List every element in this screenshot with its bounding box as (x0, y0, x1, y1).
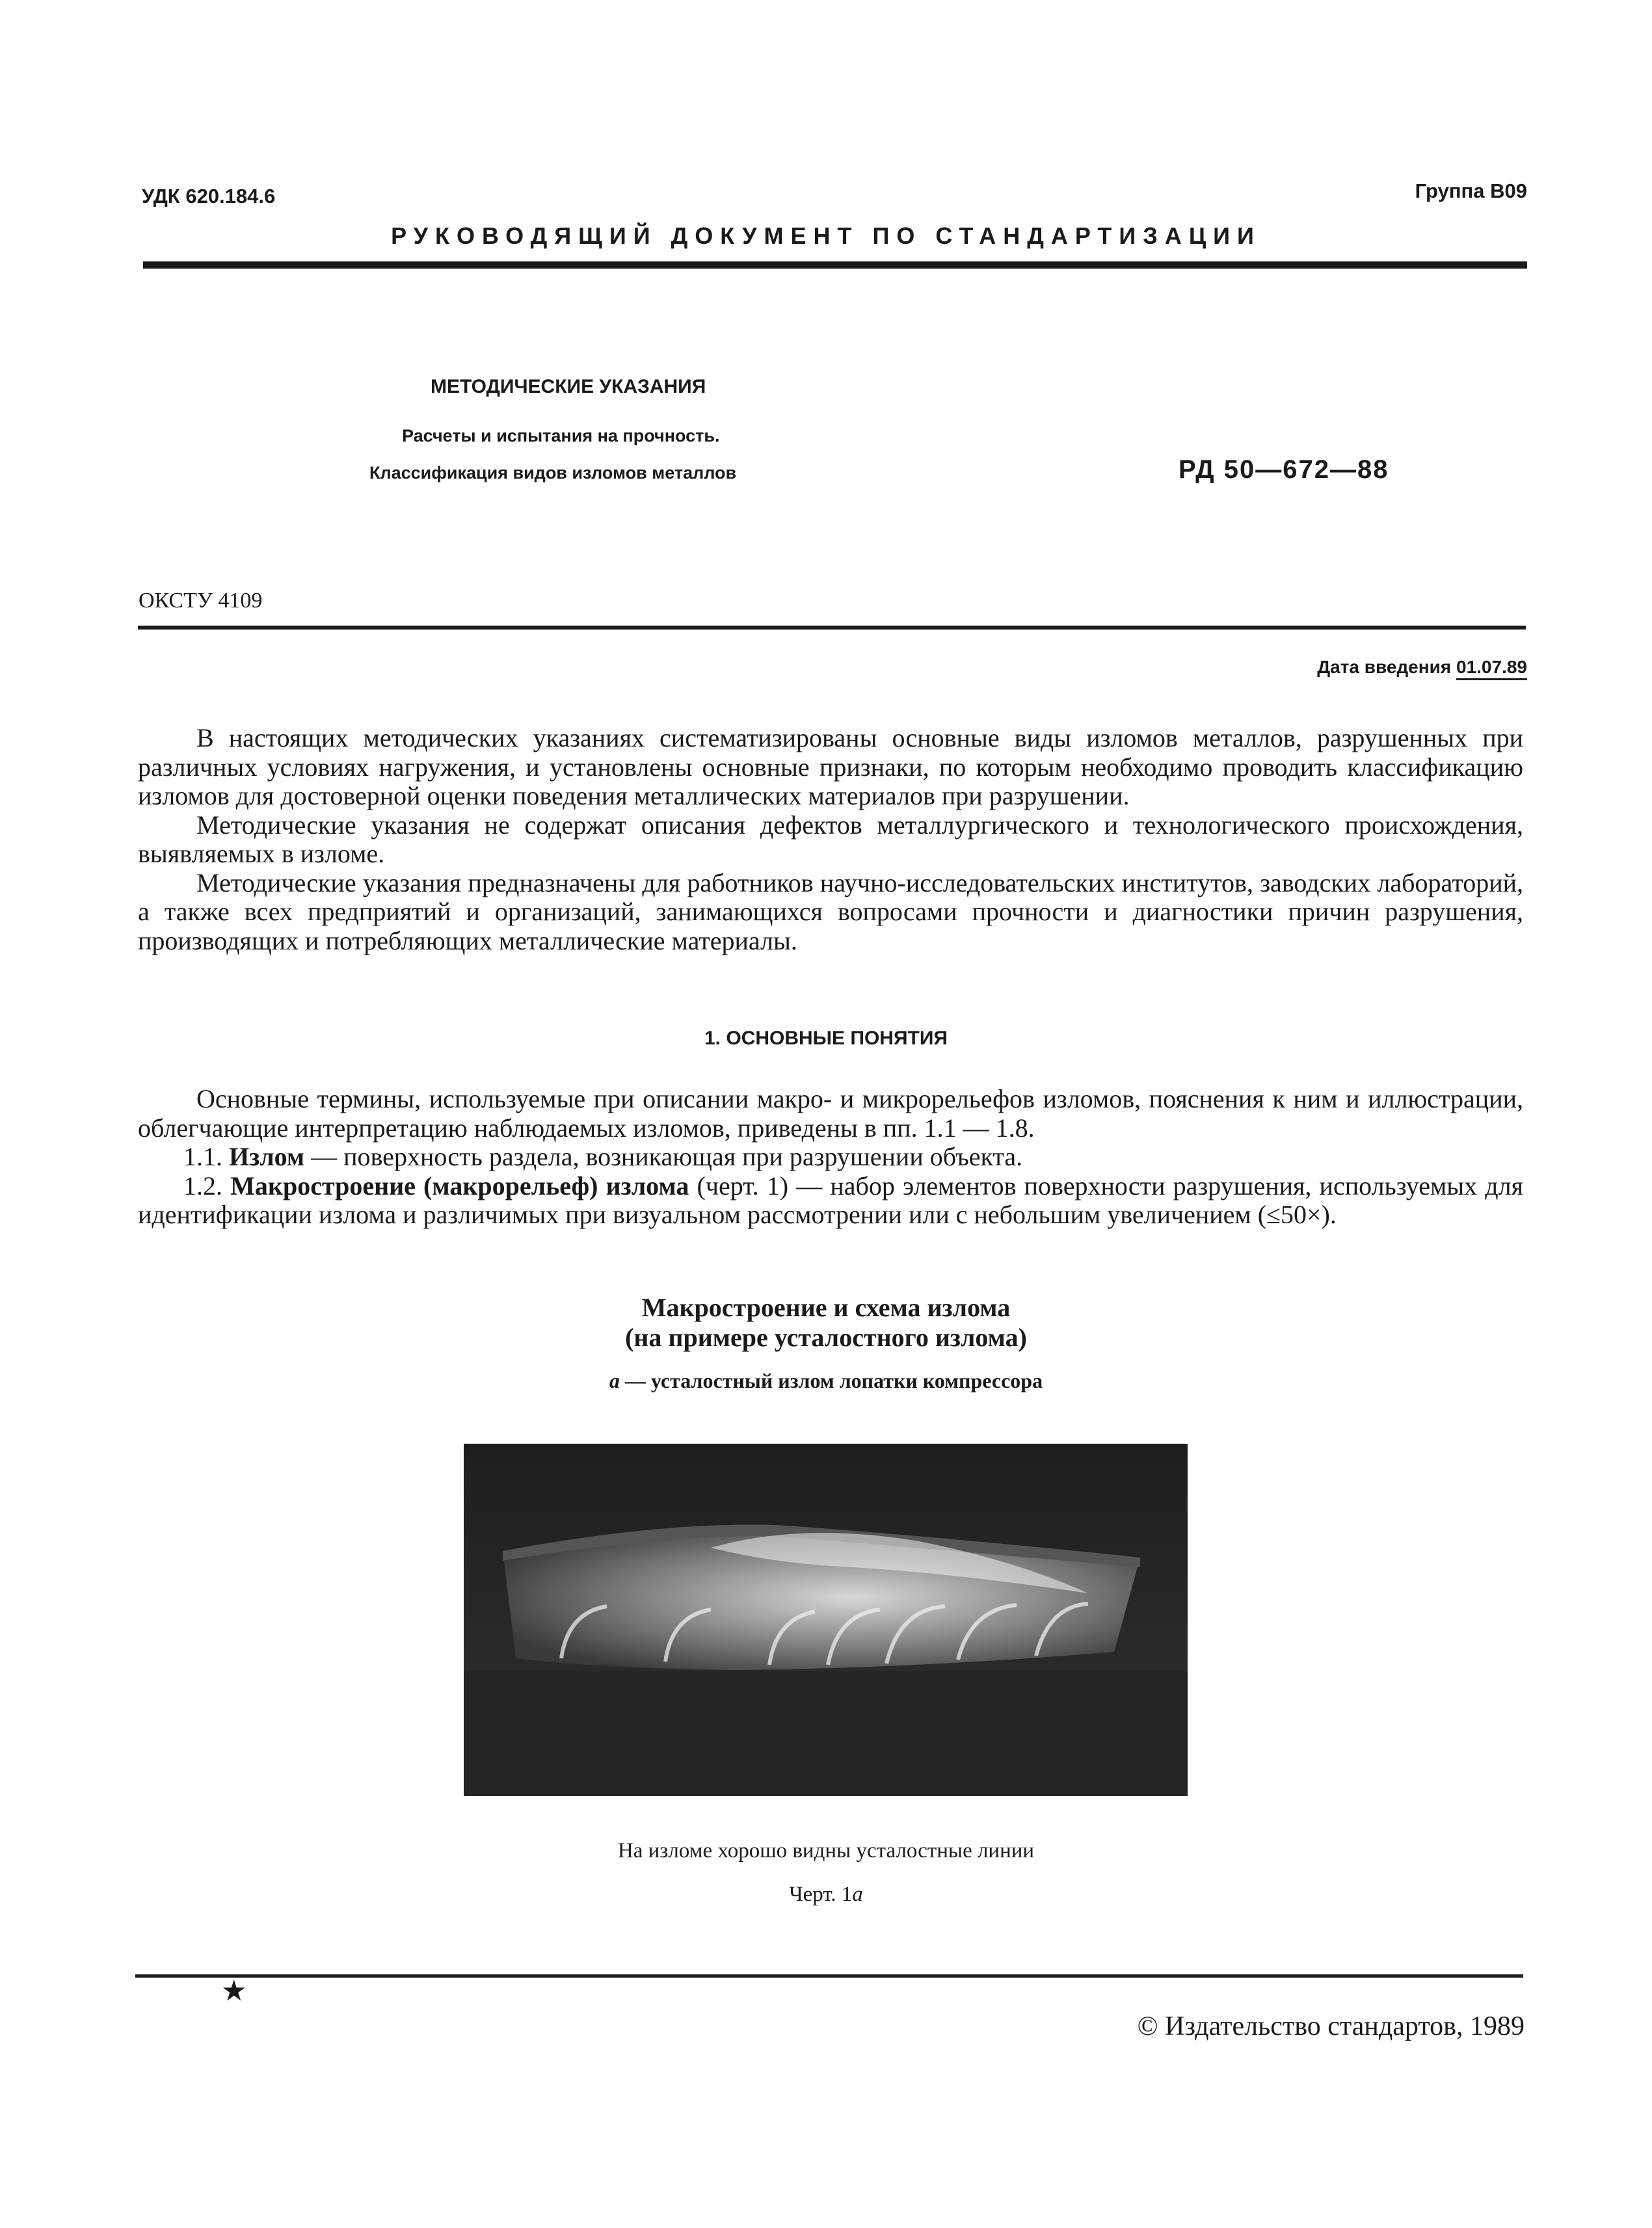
intro-date-value: 01.07.89 (1456, 657, 1527, 680)
intro-paragraph: В настоящих методических указаниях систематизированы основные виды изломов металлов, разрушенных при различных условиях нагружения, и установлены основные признаки, по которым необходимо проводить классификацию изломов для достоверной оценки поведения металлических материалов при разрушении. (138, 723, 1523, 810)
document-subtitle-line2: Классификация видов изломов металлов (369, 463, 737, 483)
term-1-definition: — поверхность раздела, возникающая при разрушении объекта. (304, 1142, 1023, 1171)
figure-caption: На изломе хорошо видны усталостные линии (617, 1839, 1035, 1863)
udk-code: УДК 620.184.6 (142, 185, 276, 207)
figure-title-line2: (на примере усталостного излома) (625, 1323, 1027, 1352)
fracture-photo (464, 1444, 1188, 1796)
term-2 (138, 1172, 1523, 1230)
group-code: Группа В09 (1415, 179, 1527, 202)
figure-label-prefix: Черт. 1 (789, 1883, 853, 1906)
star-icon: ★ (221, 1975, 247, 2007)
term-1-term: Излом (229, 1142, 305, 1171)
term-2-definition: (черт. 1) — набор элементов поверхности разрушения, используемых для идентификации излома и различимых при визуальном рассмотрении или с небольшим увеличением (≤50×). (138, 1171, 1524, 1229)
section-intro: Основные термины, используемые при описании макро- и микрорельефов изломов, пояснения к ним и иллюстрации, облегчающие интерпретацию наблюдаемых изломов, приведены в пп. 1.1 — 1.8. (138, 1084, 1523, 1143)
term-2-term: Макростроение (макрорельеф) излома (230, 1171, 689, 1200)
intro-date-label: Дата введения (1317, 657, 1452, 677)
figure-label-letter: а (852, 1883, 863, 1906)
figure-subtitle (0, 1369, 1652, 1393)
figure-label (0, 1883, 1652, 1907)
term-2-number: 1.2. (183, 1171, 222, 1200)
document-subtitle-line1: Расчеты и испытания на прочность. (402, 426, 720, 445)
figure-subtitle-letter: а (609, 1369, 620, 1392)
intro-paragraph: Методические указания не содержат описания дефектов металлургического и технологического происхождения, выявляемых в изломе. (138, 810, 1523, 868)
document-designation: РД 50—672—88 (1179, 455, 1389, 484)
header-rule (143, 261, 1527, 269)
figure-subtitle-text: — усталостный излом лопатки компрессора (619, 1369, 1043, 1392)
term-1-number: 1.1. (183, 1142, 222, 1171)
intro-paragraph: Методические указания предназначены для работников научно-исследовательских институтов, заводских лабораторий, а также всех предприятий и организаций, занимающихся вопросами прочности и диагностики причин разрушения, производящих и потребляющих металлические материалы. (138, 868, 1523, 955)
figure-title (0, 1293, 1652, 1353)
term-1 (138, 1143, 1523, 1172)
document-banner: РУКОВОДЯЩИЙ ДОКУМЕНТ ПО СТАНДАРТИЗАЦИИ (391, 222, 1261, 249)
figure-title-line1: Макростроение и схема излома (641, 1293, 1011, 1322)
intro-date (1317, 657, 1527, 678)
document-title: МЕТОДИЧЕСКИЕ УКАЗАНИЯ (431, 376, 706, 397)
section-title: 1. ОСНОВНЫЕ ПОНЯТИЯ (704, 1028, 948, 1049)
footer-rule (135, 1974, 1523, 1978)
section-text (138, 1085, 1523, 1230)
okstu-code: ОКСТУ 4109 (139, 589, 263, 613)
intro-text (138, 724, 1523, 955)
copyright-notice: © Издательство стандартов, 1989 (1137, 2011, 1525, 2041)
fracture-photo-image (464, 1444, 1188, 1796)
okstu-rule (138, 626, 1526, 630)
